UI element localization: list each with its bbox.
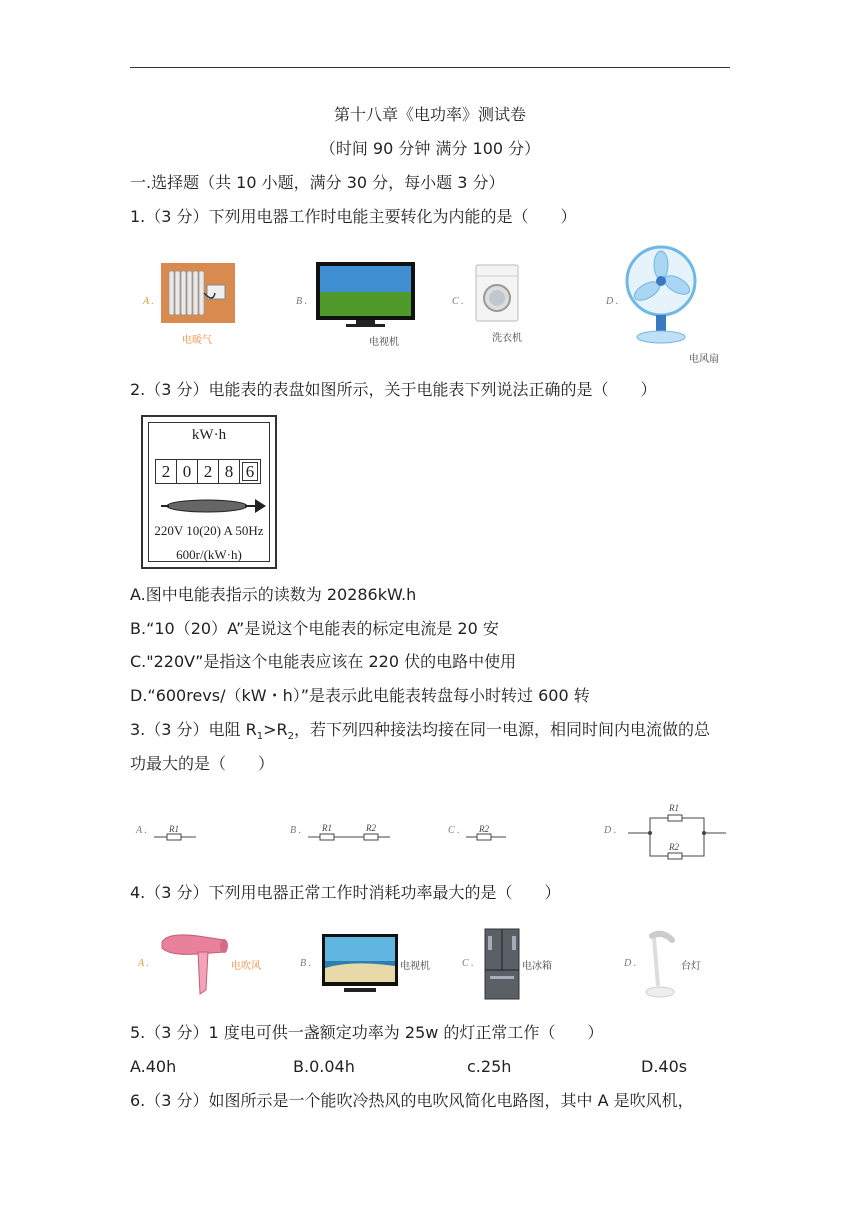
- meter-digit: 2: [155, 459, 176, 484]
- meter-digit: 0: [176, 459, 197, 484]
- hair-dryer-icon: [158, 928, 230, 998]
- header-rule: [130, 67, 730, 68]
- page-title: 第十八章《电功率》测试卷: [333, 105, 526, 124]
- resistor-label: R2: [669, 842, 679, 852]
- q1-stem: 1.（3 分）下列用电器工作时电能主要转化为内能的是（ ）: [130, 207, 577, 226]
- meter-unit: kW·h: [191, 427, 227, 443]
- resistor-label: R1: [669, 803, 679, 813]
- q5-option-b: B.0.04h: [293, 1057, 355, 1076]
- heater-icon: [161, 263, 235, 323]
- q4-option-b-caption: 电视机: [400, 961, 430, 972]
- washing-machine-icon: [475, 264, 519, 322]
- meter-digits: [155, 459, 261, 484]
- q1-option-b-caption: 电视机: [369, 337, 399, 348]
- q3-stem-line1: 3.（3 分）电阻 $R_1>R_2$，若下列四种接法均接在同一电源，相同时间内电流做的总: [130, 720, 711, 743]
- q3-option-d-letter: D .: [604, 825, 617, 836]
- q2-option-a: A.图中电能表指示的读数为 20286kW.h: [130, 585, 417, 604]
- q4-option-b-letter: B .: [300, 958, 312, 969]
- resistor-label: R1: [169, 824, 179, 834]
- q2-stem: 2.（3 分）电能表的表盘如图所示，关于电能表下列说法正确的是（ ）: [130, 380, 657, 399]
- fan-icon: [625, 245, 697, 345]
- meter-digit: 6: [239, 459, 261, 484]
- q3-option-a-letter: A .: [136, 825, 147, 836]
- circuit-c-diagram: [464, 822, 508, 842]
- circuit-b-diagram: [306, 820, 394, 842]
- q4-option-d-letter: D .: [624, 958, 637, 969]
- q3-option-b-letter: B .: [290, 825, 302, 836]
- q5-stem: 5.（3 分）1 度电可供一盏额定功率为 25w 的灯正常工作（ ）: [130, 1023, 604, 1042]
- q4-option-a-caption: 电吹风: [231, 961, 261, 972]
- q3-option-c-letter: C .: [448, 825, 460, 836]
- fridge-icon: [484, 928, 520, 1000]
- resistor-label: R2: [366, 823, 376, 833]
- q5-option-d: D.40s: [641, 1057, 688, 1076]
- tv-icon: [322, 934, 398, 994]
- resistor-label: R2: [479, 824, 489, 834]
- resistor-label: R1: [322, 823, 332, 833]
- desk-lamp-icon: [644, 930, 680, 1000]
- q4-option-c-letter: C .: [462, 958, 474, 969]
- q6-stem: 6.（3 分）如图所示是一个能吹冷热风的电吹风简化电路图，其中 A 是吹风机，: [130, 1091, 694, 1110]
- meter-digit: 2: [197, 459, 218, 484]
- q1-option-d-letter: D .: [606, 296, 619, 307]
- q3-stem-line2: 功最大的是（ ）: [130, 754, 275, 773]
- q4-stem: 4.（3 分）下列用电器正常工作时消耗功率最大的是（ ）: [130, 883, 561, 902]
- q4-option-d-caption: 台灯: [681, 961, 701, 972]
- q1-option-c-caption: 洗衣机: [492, 333, 522, 344]
- section-heading: 一.选择题（共 10 小题，满分 30 分，每小题 3 分）: [130, 173, 505, 192]
- q1-option-d-caption: 电风扇: [689, 354, 719, 365]
- q2-option-c: C."220V”是指这个电能表应该在 220 伏的电路中使用: [130, 652, 517, 671]
- q1-option-a-letter: A .: [143, 296, 154, 307]
- q1-option-b-letter: B .: [296, 296, 308, 307]
- meter-disc-arrow-icon: [159, 495, 267, 517]
- q5-option-c: c.25h: [467, 1057, 512, 1076]
- q4-option-a-letter: A .: [138, 958, 149, 969]
- meter-rating: 220V 10(20) A 50Hz: [154, 523, 264, 538]
- circuit-d-diagram: [626, 800, 730, 862]
- tv-icon: [316, 262, 415, 328]
- meter-revs: 600r/(kW·h): [176, 547, 242, 562]
- q2-option-d: D.“600revs/（kW・h）”是表示此电能表转盘每小时转过 600 转: [130, 686, 590, 705]
- electricity-meter: [141, 415, 277, 569]
- meter-digit: 8: [218, 459, 239, 484]
- page-subtitle: （时间 90 分钟 满分 100 分）: [319, 139, 541, 158]
- q1-option-a-caption: 电暖气: [182, 335, 212, 346]
- q4-option-c-caption: 电冰箱: [522, 961, 552, 972]
- q2-option-b: B.“10（20）A”是说这个电能表的标定电流是 20 安: [130, 619, 499, 638]
- circuit-a-diagram: [152, 822, 200, 842]
- q5-option-a: A.40h: [130, 1057, 177, 1076]
- q1-option-c-letter: C .: [452, 296, 464, 307]
